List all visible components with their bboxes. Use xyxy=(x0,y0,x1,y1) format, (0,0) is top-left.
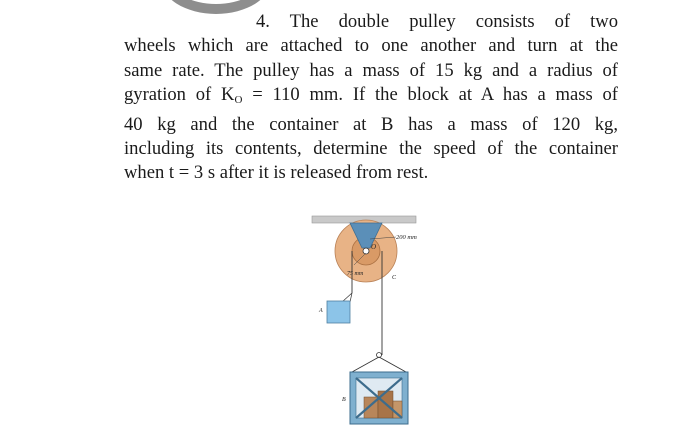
problem-line-1: 4. The double pulley consists of two xyxy=(256,11,618,32)
problem-line-7: when t = 3 s after it is released from rest. xyxy=(124,162,429,184)
cable-c-label: C xyxy=(392,275,397,281)
container-ring xyxy=(377,353,382,358)
block-a xyxy=(327,301,350,323)
problem-line-5: 40 kg and the container at B has a mass of 120 kg, xyxy=(124,113,618,135)
inner-radius-label: 75 mm xyxy=(347,271,364,277)
problem-line-6: including its contents, determine the speed of the container xyxy=(124,138,618,160)
problem-line-3: same rate. The pulley has a mass of 15 kg and a radius of xyxy=(124,59,618,81)
ko-subscript: O xyxy=(234,94,243,107)
container-b-label: B xyxy=(342,397,346,403)
problem-line-4: gyration of $K_O = 110$ mm. If the block at A has a mass of xyxy=(124,84,618,107)
center-label: O xyxy=(371,243,377,251)
problem-line-2: wheels which are attached to one another and turn at the xyxy=(124,35,618,57)
problem-number: 4. xyxy=(256,11,270,32)
outer-radius-label: 200 mm xyxy=(396,234,417,241)
problem-statement xyxy=(124,10,618,186)
sling-right xyxy=(379,357,406,372)
sling-left xyxy=(352,357,379,372)
block-a-label: A xyxy=(319,308,323,314)
pulley-figure xyxy=(300,205,460,433)
